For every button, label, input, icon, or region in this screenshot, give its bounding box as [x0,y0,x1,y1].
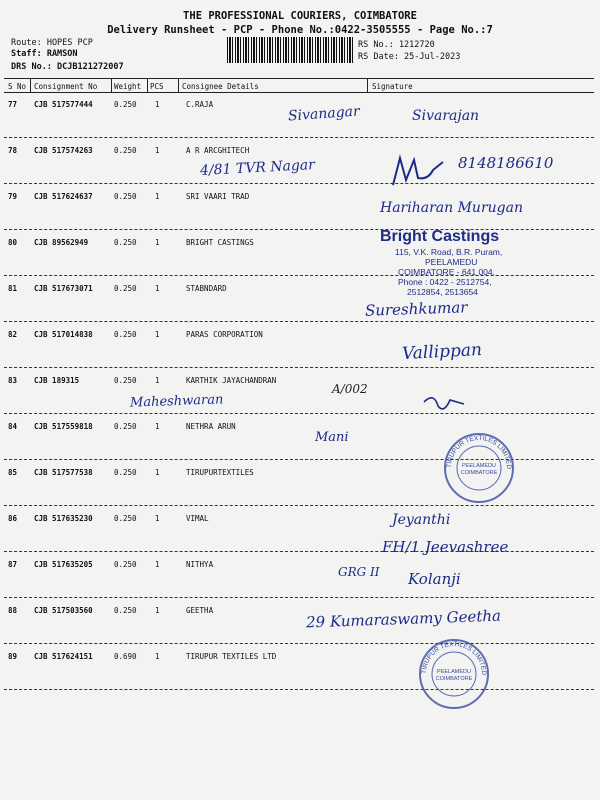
drs-number: DRS No.: DCJB121272007 [11,62,124,72]
header-top-rule [4,78,594,79]
row-divider [4,689,594,690]
row-sno: 81 [8,284,18,293]
row-weight: 0.250 [114,606,137,615]
row-divider [4,597,594,598]
row-divider [4,183,594,184]
row-pcs: 1 [155,330,160,339]
handwriting-84-sign: Mani [315,430,349,445]
col-consignment: Consignment No [34,82,98,91]
barcode [227,37,353,63]
col-pcs: PCS [150,82,164,91]
stamp-line4: Phone : 0422 - 2512754, [398,277,492,287]
row-sno: 82 [8,330,18,339]
stamp-line5: 2512854, 2513654 [407,287,478,297]
row-consignee: SRI VAARI TRAD [186,192,250,201]
row-pcs: 1 [155,192,160,201]
row-consignee: TIRUPURTEXTILES [186,468,254,477]
row-consignment-no: CJB 517635205 [34,560,93,569]
col-consignee: Consignee Details [182,82,259,91]
row-consignee: TIRUPUR TEXTILES LTD [186,652,277,661]
row-divider [4,367,594,368]
route-label: Route: HOPES PCP [11,38,93,48]
row-sno: 84 [8,422,18,431]
row-divider [4,321,594,322]
row-consignment-no: CJB 517559818 [34,422,93,431]
row-consignment-no: CJB 517673071 [34,284,93,293]
row-sno: 88 [8,606,18,615]
row-pcs: 1 [155,100,160,109]
row-weight: 0.690 [114,652,137,661]
signature-scribble-83 [420,390,470,415]
handwriting-78-address: 4/81 TVR Nagar [199,157,316,179]
row-pcs: 1 [155,560,160,569]
row-consignee: NETHRA ARUN [186,422,236,431]
handwriting-87-note: GRG II [338,565,380,579]
handwriting-88-sign: 29 Kumaraswamy Geetha [305,606,502,632]
row-weight: 0.250 [114,560,137,569]
row-weight: 0.250 [114,376,137,385]
row-consignee: BRIGHT CASTINGS [186,238,254,247]
handwriting-82-sign: Vallippan [401,339,483,365]
row-consignment-no: CJB 517635230 [34,514,93,523]
round-seal-row89 [418,638,490,710]
row-divider [4,229,594,230]
row-weight: 0.250 [114,238,137,247]
row-pcs: 1 [155,514,160,523]
col-weight: Weight [114,82,142,91]
row-consignment-no: CJB 517624151 [34,652,93,661]
row-consignee: C.RAJA [186,100,214,109]
row-consignment-no: CJB 89562949 [34,238,89,247]
seal-ring-text: TIRUPUR TEXTILES LIMITED [445,434,513,470]
row-divider [4,275,594,276]
handwriting-77-sign: Sivarajan [412,108,480,124]
header-bottom-rule [4,92,594,93]
row-consignment-no: CJB 517574263 [34,146,93,155]
row-pcs: 1 [155,376,160,385]
row-consignee: GEETHA [186,606,214,615]
stamp-company-name: Bright Castings [380,228,500,245]
stamp-line3: COIMBATORE - 641 004. [398,267,495,277]
row-weight: 0.250 [114,514,137,523]
stamp-line2: PEELAMEDU [425,257,478,267]
row-sno: 80 [8,238,18,247]
row-consignment-no: CJB 517014838 [34,330,93,339]
stamp-line1: 115, V.K. Road, B.R. Puram, [395,247,503,257]
row-pcs: 1 [155,284,160,293]
row-pcs: 1 [155,422,160,431]
row-sno: 77 [8,100,18,109]
svg-text:PEELAMEDU: PEELAMEDU [437,669,471,675]
row-pcs: 1 [155,146,160,155]
handwriting-81-sign: Sureshkumar [364,298,468,320]
row-divider [4,137,594,138]
row-sno: 79 [8,192,18,201]
row-weight: 0.250 [114,192,137,201]
handwriting-86-address: FH/1 Jeevashree [382,538,509,556]
row-weight: 0.250 [114,100,137,109]
row-consignee: KARTHIK JAYACHANDRAN [186,376,277,385]
handwriting-86-sign: Jeyanthi [392,512,451,528]
row-consignment-no: CJB 189315 [34,376,80,385]
row-weight: 0.250 [114,146,137,155]
row-consignee: A R ARCGHITECH [186,146,250,155]
row-sno: 86 [8,514,18,523]
staff-label: Staff: RAMSON [11,49,78,59]
runsheet-subtitle: Delivery Runsheet - PCP - Phone No.:0422-3505555 - Page No.:7 [107,24,493,36]
company-title: THE PROFESSIONAL COURIERS, COIMBATORE [183,10,417,22]
col-sno: S No [8,82,27,91]
handwriting-87-sign: Kolanji [408,570,461,588]
row-divider [4,505,594,506]
svg-text:PEELAMEDU: PEELAMEDU [462,463,496,469]
row-weight: 0.250 [114,422,137,431]
row-consignment-no: CJB 517624637 [34,192,93,201]
handwriting-83-name: Maheshwaran [129,392,224,411]
svg-text:COIMBATORE: COIMBATORE [460,470,498,476]
svg-text:COIMBATORE: COIMBATORE [435,676,473,682]
row-divider [4,643,594,644]
row-consignee: VIMAL [186,514,209,523]
row-consignment-no: CJB 517577538 [34,468,93,477]
svg-text:TIRUPUR TEXTILES LIMITED: TIRUPUR TEXTILES LIMITED [420,640,488,676]
row-sno: 85 [8,468,18,477]
row-weight: 0.250 [114,468,137,477]
row-sno: 89 [8,652,18,661]
row-consignment-no: CJB 517577444 [34,100,93,109]
rs-number: RS No.: 1212720 [358,40,435,50]
row-sno: 83 [8,376,18,385]
handwriting-78-phone: 8148186610 [458,154,554,172]
row-consignee: PARAS CORPORATION [186,330,263,339]
row-pcs: 1 [155,468,160,477]
row-weight: 0.250 [114,330,137,339]
row-sno: 87 [8,560,18,569]
row-consignee: NITHYA [186,560,214,569]
row-consignment-no: CJB 517503560 [34,606,93,615]
handwriting-79-sign: Hariharan Murugan [380,200,523,216]
row-pcs: 1 [155,606,160,615]
row-weight: 0.250 [114,284,137,293]
round-seal-row85 [443,432,515,504]
signature-scribble-78 [388,150,448,190]
col-signature: Signature [372,82,413,91]
row-consignee: STABNDARD [186,284,227,293]
row-pcs: 1 [155,238,160,247]
row-pcs: 1 [155,652,160,661]
rs-date: RS Date: 25-Jul-2023 [358,52,461,62]
handwriting-77-address: Sivanagar [287,103,361,125]
row-divider [4,413,594,414]
row-sno: 78 [8,146,18,155]
handwriting-83-door: A/002 [332,382,368,396]
